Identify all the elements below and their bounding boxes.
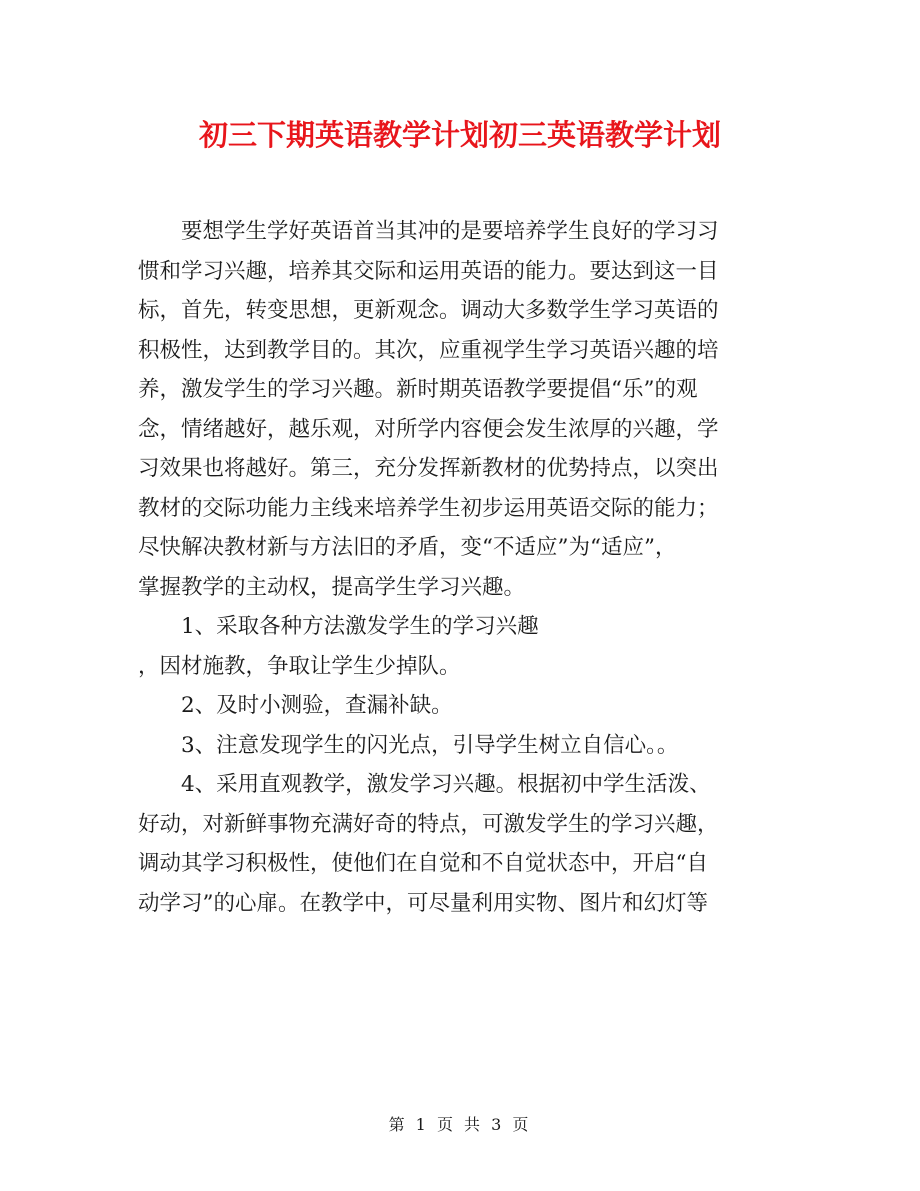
text-line: 要想学生学好英语首当其冲的是要培养学生良好的学习习: [181, 219, 719, 244]
text-line: 掌握教学的主动权，提高学生学习兴趣。: [138, 574, 526, 600]
text-line: 动学习”的心扉。在教学中，可尽量利用实物、图片和幻灯等: [138, 890, 708, 916]
text-line: 好动，对新鲜事物充满好奇的特点，可激发学生的学习兴趣，: [138, 811, 719, 837]
list-item-3: [138, 726, 783, 766]
intro-paragraph: [138, 212, 783, 607]
text-line: 2、及时小测验，查漏补缺。: [181, 693, 453, 718]
text-line: ，因材施教，争取让学生少掉队。: [138, 653, 461, 679]
list-item-1: [138, 607, 783, 647]
text-line: 念，情绪越好，越乐观，对所学内容便会发生浓厚的兴趣，学: [138, 416, 719, 442]
text-line: 养，激发学生的学习兴趣。新时期英语教学要提倡“乐”的观: [138, 377, 698, 402]
text-line: 惯和学习兴趣，培养其交际和运用英语的能力。要达到这一目: [138, 258, 719, 284]
text-line: 习效果也将越好。第三，充分发挥新教材的优势持点，以突出: [138, 456, 719, 481]
text-line: 调动其学习积极性，使他们在自觉和不自觉状态中，开启“自: [138, 851, 708, 876]
list-item-1-continuation: [138, 647, 783, 687]
text-line: 尽快解决教材新与方法旧的矛盾，变“不适应”为“适应”，: [138, 535, 677, 560]
text-line: 4、采用直观教学，激发学习兴趣。根据初中学生活泼、: [181, 772, 711, 797]
document-body: [138, 212, 783, 923]
text-line: 1、采取各种方法激发学生的学习兴趣: [181, 614, 539, 639]
text-line: 3、注意发现学生的闪光点，引导学生树立自信心。。: [181, 732, 679, 758]
text-line: 积极性，达到教学目的。其次，应重视学生学习英语兴趣的培: [138, 337, 719, 363]
text-line: 教材的交际功能力主线来培养学生初步运用英语交际的能力；: [138, 495, 719, 521]
document-title: 初三下期英语教学计划初三英语教学计划: [198, 118, 721, 152]
list-item-2: [138, 686, 783, 726]
page-number-footer: 第 1 页 共 3 页: [388, 1115, 532, 1134]
list-item-4: [138, 765, 783, 923]
text-line: 标，首先，转变思想，更新观念。调动大多数学生学习英语的: [138, 298, 719, 323]
